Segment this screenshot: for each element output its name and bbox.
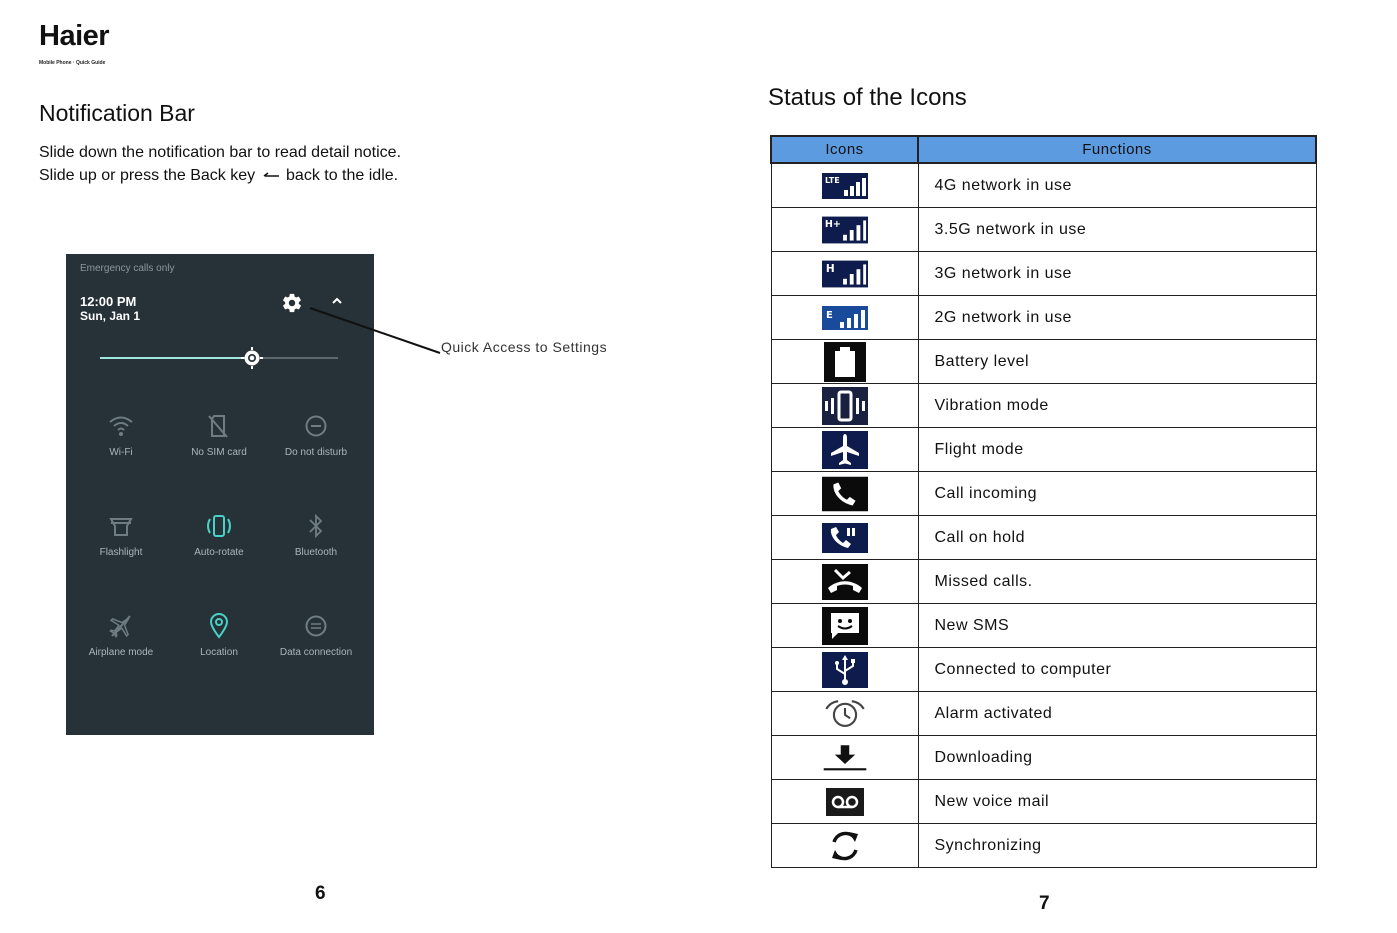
new-sms-icon bbox=[822, 611, 868, 641]
no-sim-icon bbox=[169, 411, 269, 441]
status-icons-table bbox=[770, 135, 1317, 868]
emergency-calls-text: Emergency calls only bbox=[80, 263, 175, 274]
tile-no-sim[interactable] bbox=[169, 411, 269, 458]
table-row bbox=[771, 163, 1316, 208]
tile-wifi[interactable] bbox=[71, 411, 171, 458]
missed-call-icon bbox=[822, 567, 868, 597]
function-cell: New voice mail bbox=[918, 780, 1316, 824]
tile-label: No SIM card bbox=[191, 447, 247, 458]
table-row bbox=[771, 340, 1316, 384]
battery-icon bbox=[822, 347, 868, 377]
do-not-disturb-icon bbox=[266, 411, 366, 441]
instruction-line-2 bbox=[39, 167, 398, 185]
vibration-icon bbox=[822, 391, 868, 421]
call-incoming-icon bbox=[822, 479, 868, 509]
svg-text:H+: H+ bbox=[824, 218, 841, 230]
table-row bbox=[771, 736, 1316, 780]
wifi-icon bbox=[71, 411, 171, 441]
svg-text:LTE: LTE bbox=[824, 175, 840, 185]
function-cell: Call on hold bbox=[918, 516, 1316, 560]
lte-signal-icon bbox=[822, 171, 868, 201]
e-signal-icon bbox=[822, 303, 868, 333]
tile-label: Auto-rotate bbox=[194, 547, 244, 558]
page-number-left: 6 bbox=[315, 883, 326, 904]
auto-rotate-icon bbox=[169, 511, 269, 541]
alarm-icon bbox=[822, 699, 868, 729]
location-icon bbox=[169, 611, 269, 641]
instruction-line-1: Slide down the notification bar to read detail notice. bbox=[39, 144, 402, 161]
function-cell: Alarm activated bbox=[918, 692, 1316, 736]
table-row bbox=[771, 252, 1316, 296]
brightness-slider-fill bbox=[100, 357, 252, 359]
table-row bbox=[771, 516, 1316, 560]
function-cell: Battery level bbox=[918, 340, 1316, 384]
clock-time: 12:00 PM bbox=[80, 294, 137, 309]
function-cell: Downloading bbox=[918, 736, 1316, 780]
tile-airplane-mode[interactable] bbox=[71, 611, 171, 658]
voicemail-icon bbox=[822, 787, 868, 817]
tile-do-not-disturb[interactable] bbox=[266, 411, 366, 458]
instruction-line-2-start: Slide up or press the Back key bbox=[39, 167, 256, 184]
tile-location[interactable] bbox=[169, 611, 269, 658]
tile-label: Data connection bbox=[279, 647, 353, 658]
tile-label: Wi-Fi bbox=[109, 447, 133, 458]
tile-label: Do not disturb bbox=[284, 447, 348, 458]
brand-logo: Haier bbox=[39, 20, 110, 52]
function-cell: 4G network in use bbox=[918, 163, 1316, 208]
usb-icon bbox=[822, 655, 868, 685]
hplus-signal-icon bbox=[822, 215, 868, 245]
svg-text:H: H bbox=[825, 262, 835, 275]
table-row bbox=[771, 560, 1316, 604]
table-row bbox=[771, 648, 1316, 692]
function-cell: Vibration mode bbox=[918, 384, 1316, 428]
function-cell: Synchronizing bbox=[918, 824, 1316, 868]
table-row bbox=[771, 296, 1316, 340]
table-row bbox=[771, 428, 1316, 472]
bluetooth-icon bbox=[266, 511, 366, 541]
clock-date: Sun, Jan 1 bbox=[80, 309, 141, 323]
function-cell: 3.5G network in use bbox=[918, 208, 1316, 252]
tile-flashlight[interactable] bbox=[71, 511, 171, 558]
table-heading: Status of the Icons bbox=[768, 84, 967, 111]
function-cell: New SMS bbox=[918, 604, 1316, 648]
table-row bbox=[771, 692, 1316, 736]
function-cell: Missed calls. bbox=[918, 560, 1316, 604]
sync-icon bbox=[822, 831, 868, 861]
airplane-icon bbox=[71, 611, 171, 641]
h-signal-icon bbox=[822, 259, 868, 289]
tile-label: Bluetooth bbox=[294, 547, 338, 558]
brand-tagline: Mobile Phone · Quick Guide bbox=[39, 60, 106, 66]
tile-label: Location bbox=[200, 647, 238, 658]
table-row bbox=[771, 604, 1316, 648]
table-row bbox=[771, 384, 1316, 428]
function-cell: 2G network in use bbox=[918, 296, 1316, 340]
svg-text:E: E bbox=[825, 309, 833, 321]
function-cell: Flight mode bbox=[918, 428, 1316, 472]
call-on-hold-icon bbox=[822, 523, 868, 553]
back-key-icon bbox=[262, 167, 280, 185]
callout-leader-line bbox=[300, 300, 450, 360]
tile-label: Flashlight bbox=[99, 547, 143, 558]
callout-label: Quick Access to Settings bbox=[441, 339, 608, 355]
tile-label: Airplane mode bbox=[88, 647, 154, 658]
table-header-row bbox=[771, 136, 1316, 163]
flight-mode-icon bbox=[822, 435, 868, 465]
tile-data-connection[interactable] bbox=[266, 611, 366, 658]
function-cell: Connected to computer bbox=[918, 648, 1316, 692]
table-row bbox=[771, 208, 1316, 252]
download-icon bbox=[822, 743, 868, 773]
data-connection-icon bbox=[266, 611, 366, 641]
function-cell: Call incoming bbox=[918, 472, 1316, 516]
table-row bbox=[771, 780, 1316, 824]
page-number-right: 7 bbox=[1039, 893, 1050, 914]
table-row bbox=[771, 472, 1316, 516]
brightness-thumb-icon[interactable] bbox=[240, 346, 264, 375]
header-icons: Icons bbox=[771, 136, 918, 163]
flashlight-icon bbox=[71, 511, 171, 541]
function-cell: 3G network in use bbox=[918, 252, 1316, 296]
table-row bbox=[771, 824, 1316, 868]
tile-auto-rotate[interactable] bbox=[169, 511, 269, 558]
instruction-line-2-end: back to the idle. bbox=[286, 167, 399, 184]
tile-bluetooth[interactable] bbox=[266, 511, 366, 558]
section-heading: Notification Bar bbox=[39, 100, 195, 126]
header-functions: Functions bbox=[918, 136, 1316, 163]
